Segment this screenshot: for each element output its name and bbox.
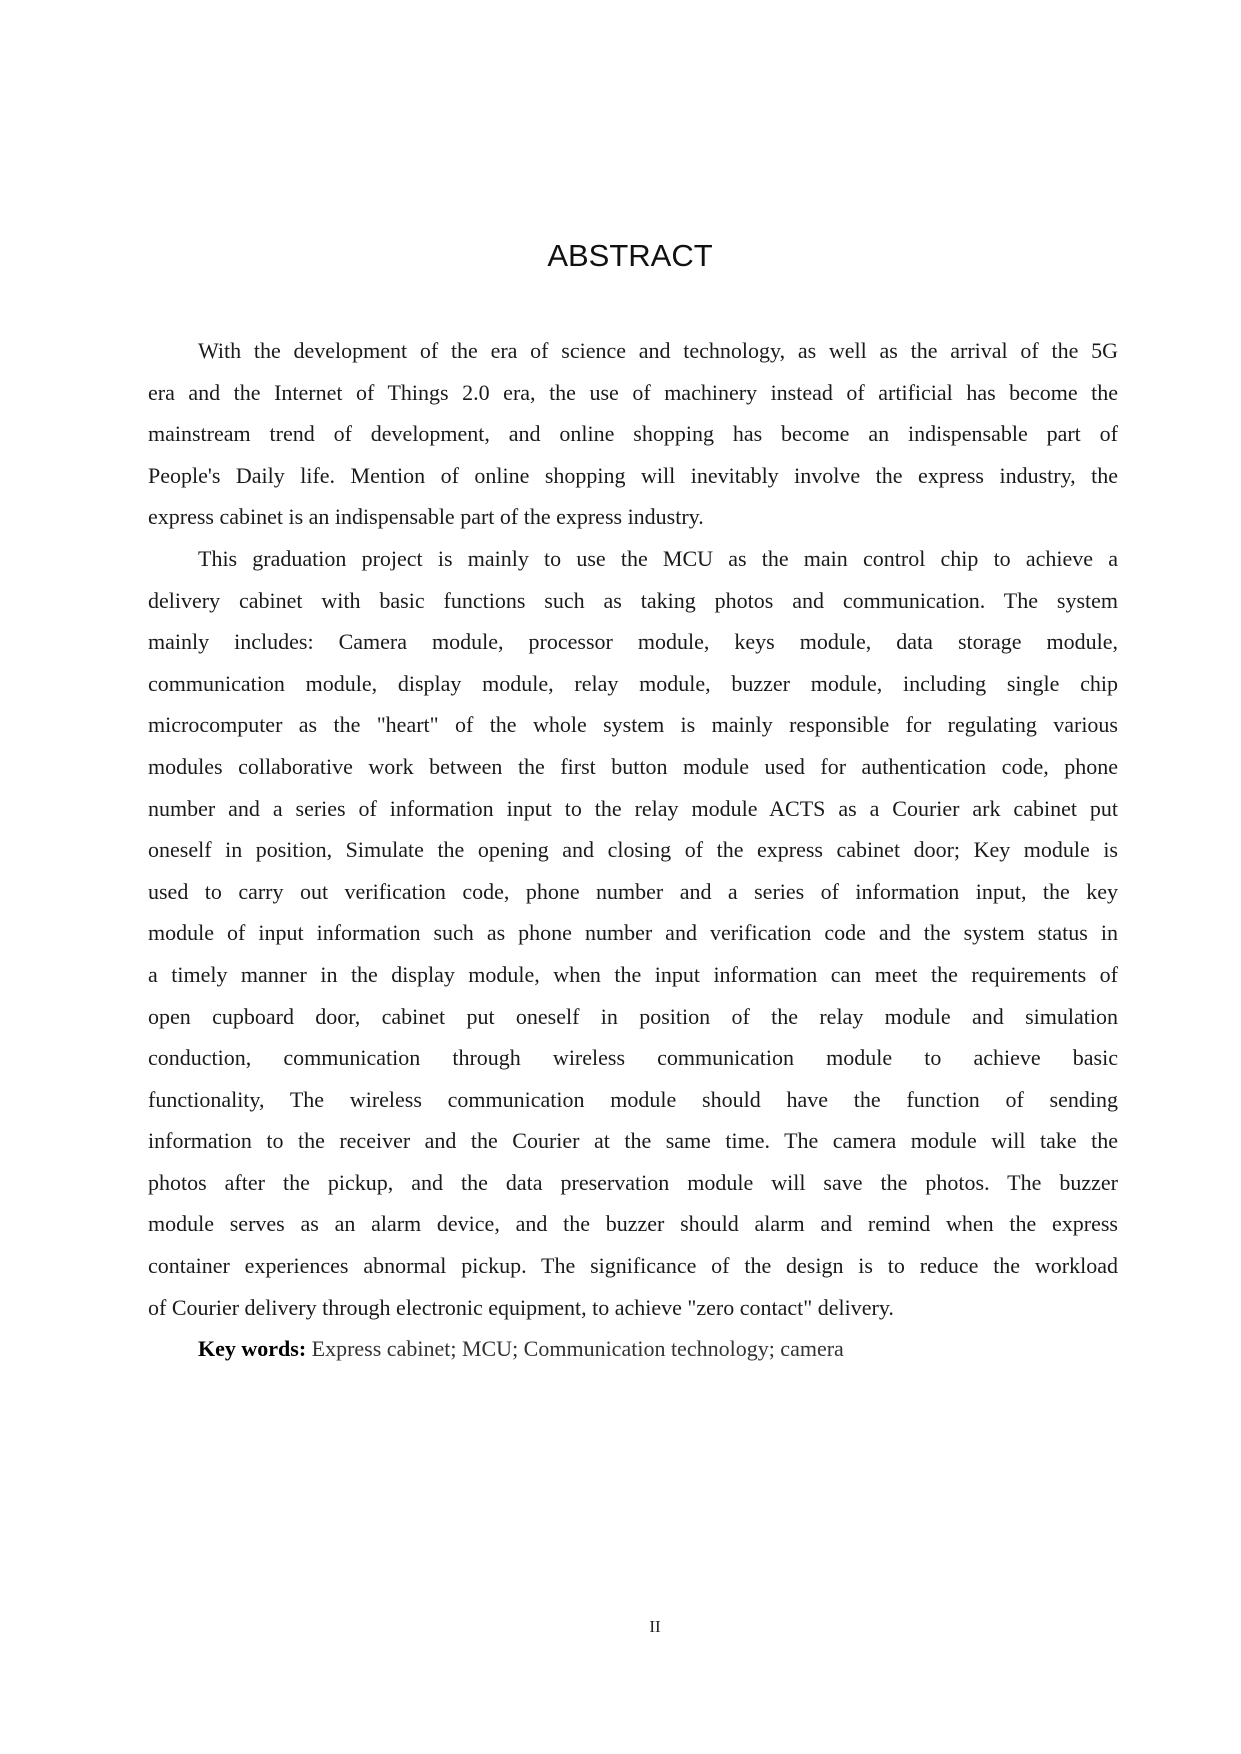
paragraph-line: oneself in position, Simulate the opening and closing of the express cabinet door; Key module is [148, 837, 1118, 863]
paragraph-line: of Courier delivery through electronic equipment, to achieve "zero contact" delivery. [148, 1294, 894, 1320]
abstract-body [148, 330, 1118, 1370]
paragraph-line: module of input information such as phone number and verification code and the system status in [148, 920, 1118, 946]
paragraph-line: information to the receiver and the Courier at the same time. The camera module will take the [148, 1128, 1118, 1154]
paragraph-line: delivery cabinet with basic functions such as taking photos and communication. The system [148, 587, 1118, 613]
paragraph-line: This graduation project is mainly to use the MCU as the main control chip to achieve a [198, 545, 1118, 571]
paragraph-line: People's Daily life. Mention of online shopping will inevitably involve the express industry, the [148, 462, 1118, 488]
paragraph-line: mainly includes: Camera module, processor module, keys module, data storage module, [148, 629, 1118, 655]
paragraph-line: open cupboard door, cabinet put oneself in position of the relay module and simulation [148, 1003, 1118, 1029]
page-title: ABSTRACT [547, 238, 713, 273]
paragraph-line: express cabinet is an indispensable part of the express industry. [148, 504, 704, 530]
paragraph-line: mainstream trend of development, and online shopping has become an indispensable part of [148, 421, 1118, 447]
paragraph-line: functionality, The wireless communication module should have the function of sending [148, 1086, 1118, 1112]
page-number: II [649, 1617, 661, 1636]
paragraph-line: modules collaborative work between the first button module used for authentication code, phone [148, 753, 1118, 779]
paragraph-line: number and a series of information input to the relay module ACTS as a Courier ark cabinet put [148, 795, 1118, 821]
keywords-value: Express cabinet; MCU; Communication technology; camera [311, 1336, 844, 1362]
paragraph-line: photos after the pickup, and the data preservation module will save the photos. The buzzer [148, 1169, 1118, 1195]
paragraph-line: used to carry out verification code, phone number and a series of information input, the key [148, 878, 1118, 904]
paragraph-line: With the development of the era of science and technology, as well as the arrival of the 5G [198, 338, 1118, 363]
abstract-paragraph [148, 330, 1118, 538]
paragraph-line: microcomputer as the "heart" of the whole system is mainly responsible for regulating various [148, 712, 1118, 738]
paragraph-line: conduction, communication through wireless communication module to achieve basic [148, 1045, 1118, 1071]
keywords-label: Key words: [198, 1336, 307, 1362]
paragraph-line: module serves as an alarm device, and the buzzer should alarm and remind when the express [148, 1211, 1118, 1237]
keywords [148, 1328, 1118, 1370]
abstract-paragraph [148, 538, 1118, 1328]
paragraph-line: era and the Internet of Things 2.0 era, the use of machinery instead of artificial has become the [148, 379, 1118, 405]
paragraph-line: communication module, display module, relay module, buzzer module, including single chip [148, 670, 1118, 696]
paragraph-line: a timely manner in the display module, when the input information can meet the requirements of [148, 961, 1118, 987]
paragraph-line: container experiences abnormal pickup. The significance of the design is to reduce the workload [148, 1253, 1118, 1279]
